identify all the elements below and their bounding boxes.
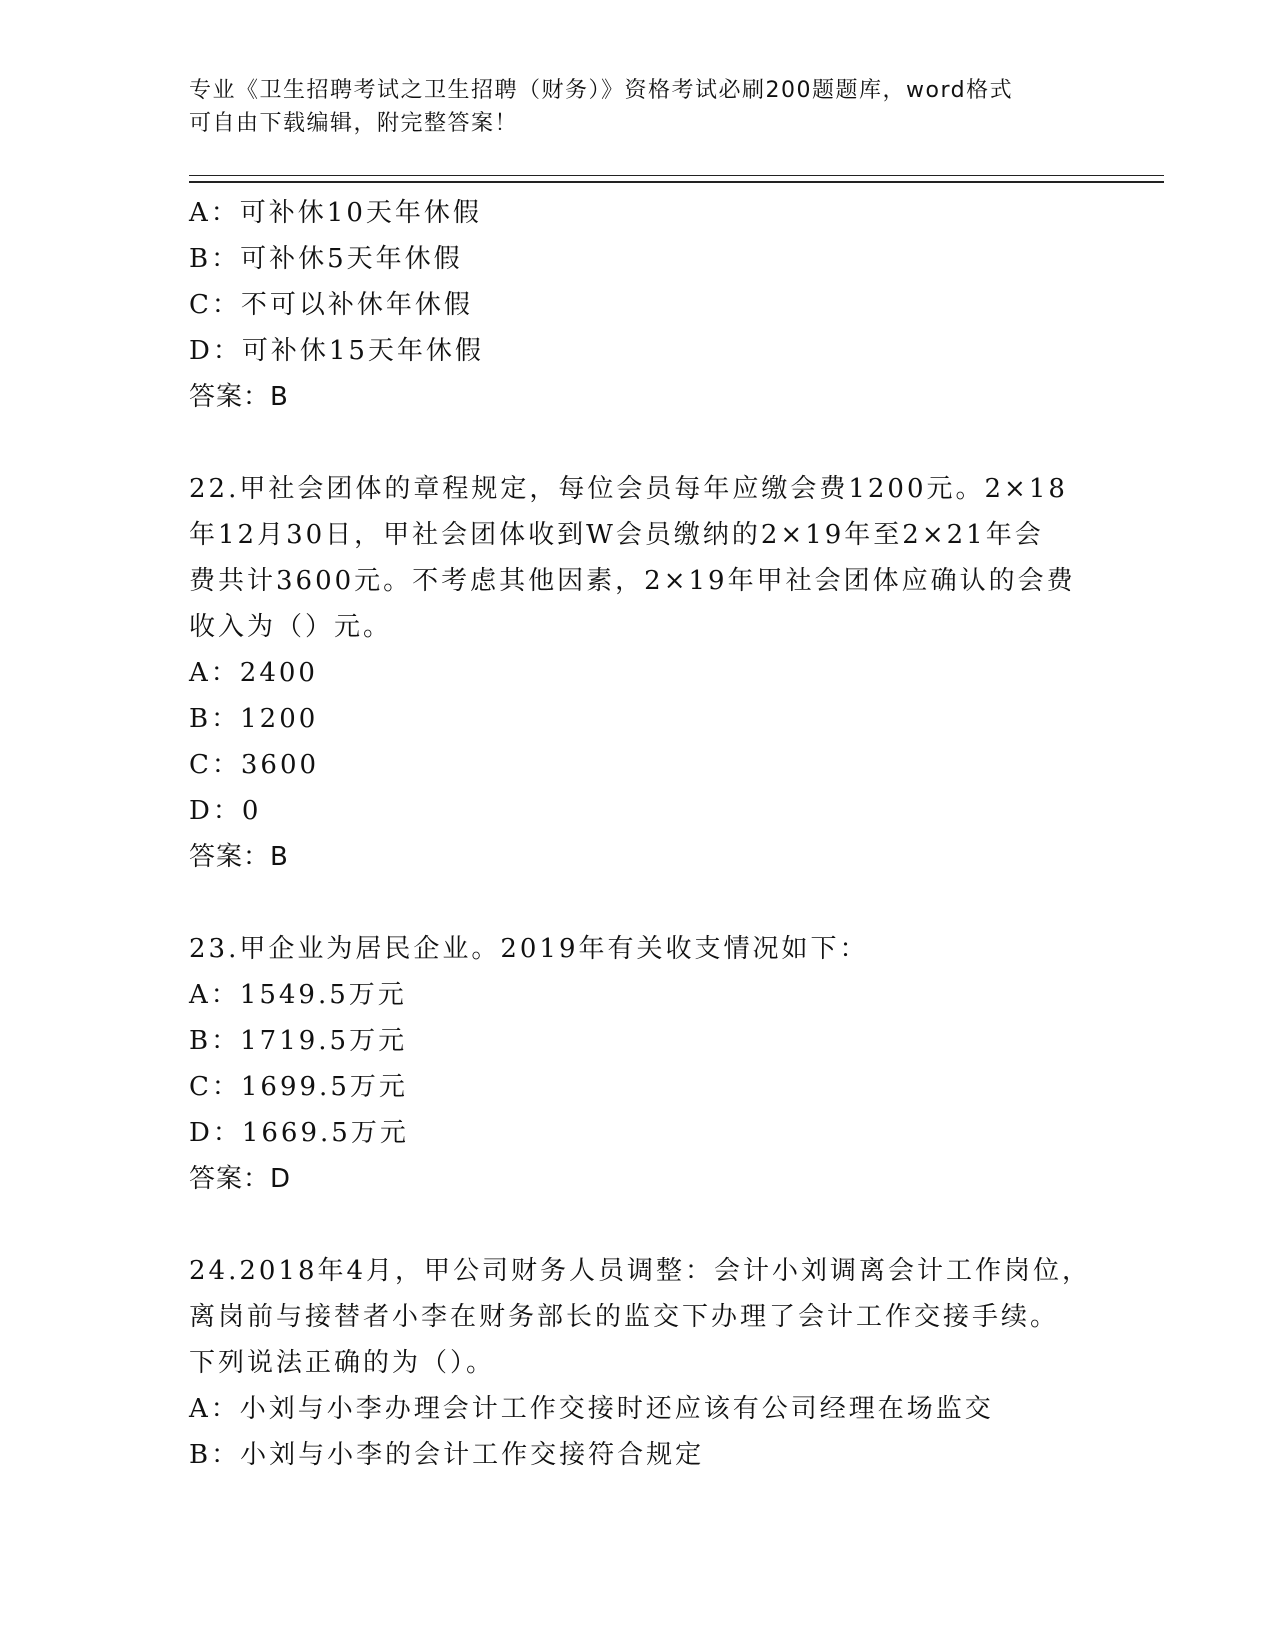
option-a: A：可补休10天年休假 (189, 198, 482, 228)
option-d: D：1669.5万元 (189, 1118, 409, 1148)
document-header (189, 74, 1069, 140)
option-d: D：0 (189, 796, 262, 826)
option-b: B：小刘与小李的会计工作交接符合规定 (189, 1440, 705, 1470)
question-stem-line: 22.甲社会团体的章程规定，每位会员每年应缴会费1200元。2×18 (189, 474, 1068, 504)
question-24 (189, 1248, 1092, 1478)
question-list (189, 190, 1092, 1478)
header-title-line-2: 可自由下载编辑，附完整答案！ (189, 111, 519, 136)
option-c: C：1699.5万元 (189, 1072, 408, 1102)
question-stem-line: 下列说法正确的为（）。 (189, 1348, 496, 1378)
option-a: A：1549.5万元 (189, 980, 407, 1010)
option-b: B：1719.5万元 (189, 1026, 408, 1056)
option-c: C：3600 (189, 750, 320, 780)
question-21 (189, 190, 1089, 420)
option-a: A：2400 (189, 658, 318, 688)
question-stem-line: 收入为（）元。 (189, 612, 393, 642)
question-22 (189, 466, 1089, 880)
option-b: B：1200 (189, 704, 319, 734)
answer-line: 答案：D (189, 1164, 292, 1194)
header-divider-thick (189, 181, 1164, 183)
option-c: C：不可以补休年休假 (189, 290, 473, 320)
option-b: B：可补休5天年休假 (189, 244, 463, 274)
answer-line: 答案：B (189, 382, 289, 412)
question-stem-line: 费共计3600元。不考虑其他因素，2×19年甲社会团体应确认的会费 (189, 566, 1076, 596)
question-stem-line: 24.2018年4月，甲公司财务人员调整：会计小刘调离会计工作岗位， (189, 1256, 1092, 1286)
question-stem-line: 年12月30日，甲社会团体收到W会员缴纳的2×19年至2×21年会 (189, 520, 1044, 550)
question-23 (189, 926, 1089, 1202)
spacer (189, 1202, 1089, 1248)
header-divider-thin (189, 175, 1164, 176)
header-title-line-1: 专业《卫生招聘考试之卫生招聘（财务）》资格考试必刷200题题库，word格式 (189, 78, 1014, 103)
answer-line: 答案：B (189, 842, 289, 872)
question-stem-line: 23.甲企业为居民企业。2019年有关收支情况如下： (189, 934, 869, 964)
option-d: D：可补休15天年休假 (189, 336, 484, 366)
question-stem-line: 离岗前与接替者小李在财务部长的监交下办理了会计工作交接手续。 (189, 1302, 1060, 1332)
option-a: A：小刘与小李办理会计工作交接时还应该有公司经理在场监交 (189, 1394, 994, 1424)
spacer (189, 880, 1089, 926)
spacer (189, 420, 1089, 466)
